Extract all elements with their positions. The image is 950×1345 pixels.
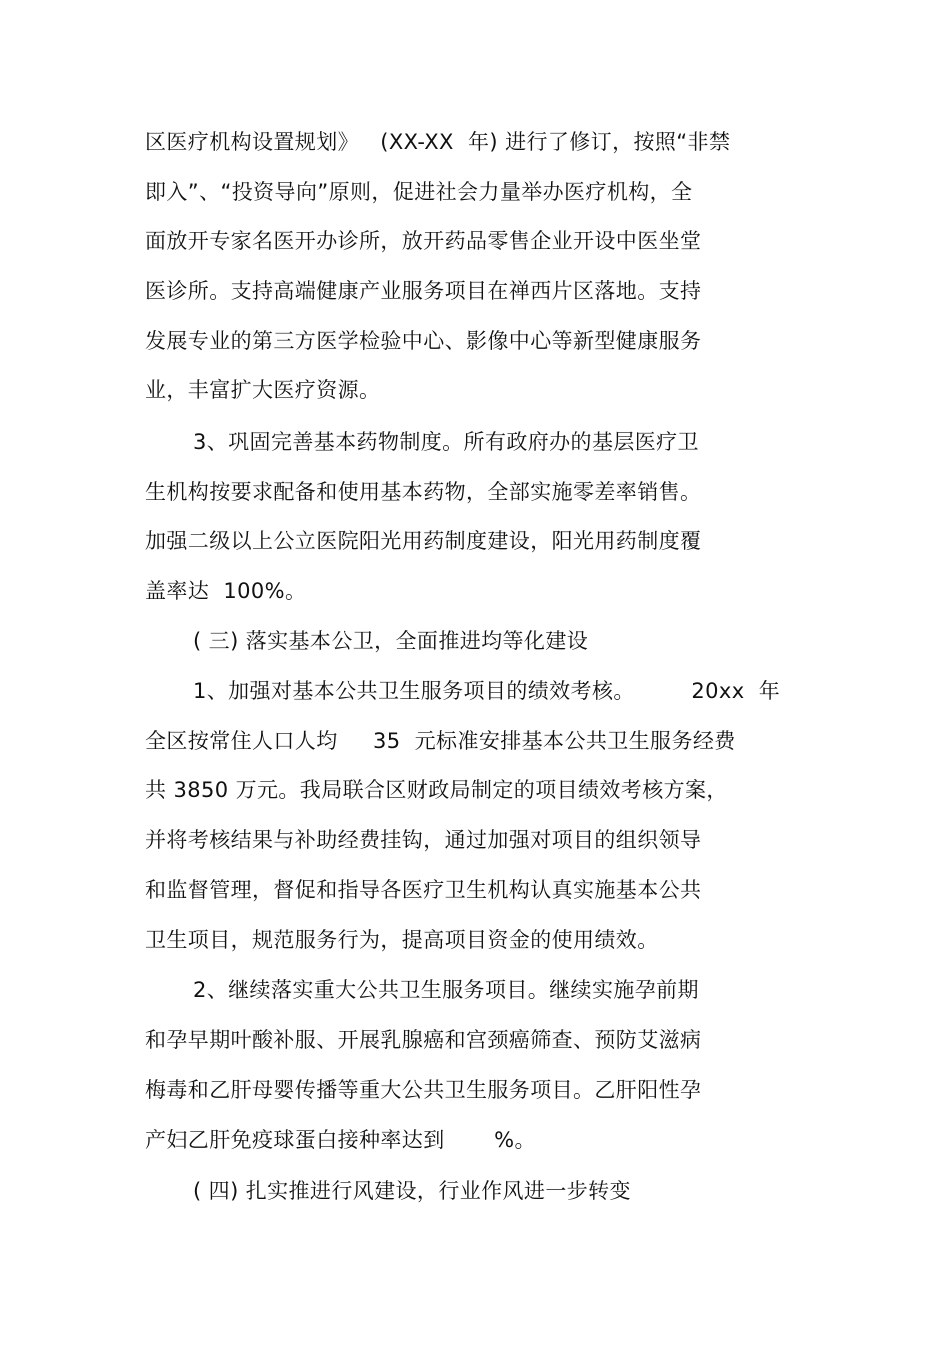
text-line: 和监督管理，督促和指导各医疗卫生机构认真实施基本公共: [145, 878, 702, 902]
text-line: 2、继续落实重大公共卫生服务项目。继续实施孕前期: [193, 978, 699, 1002]
text-line: 共 3850 万元。我局联合区财政局制定的项目绩效考核方案，: [145, 778, 728, 802]
section-heading: ( 四) 扎实推进行风建设，行业作风进一步转变: [193, 1179, 631, 1203]
text-line: 即入”、“投资导向”原则，促进社会力量举办医疗机构，全: [145, 180, 693, 204]
text-line: 梅毒和乙肝母婴传播等重大公共卫生服务项目。乙肝阳性孕: [145, 1078, 702, 1102]
text-line: 产妇乙肝免疫球蛋白接种率达到 %。: [145, 1128, 536, 1152]
section-heading: ( 三) 落实基本公卫，全面推进均等化建设: [193, 629, 589, 653]
text-line: 和孕早期叶酸补服、开展乳腺癌和宫颈癌筛查、预防艾滋病: [145, 1028, 702, 1052]
text-line: 卫生项目，规范服务行为，提高项目资金的使用绩效。: [145, 928, 659, 952]
text-line: 面放开专家名医开办诊所，放开药品零售企业开设中医坐堂: [145, 229, 702, 253]
text-line: 3、巩固完善基本药物制度。所有政府办的基层医疗卫: [193, 430, 699, 454]
text-line: 1、加强对基本公共卫生服务项目的绩效考核。 20xx 年: [193, 679, 781, 703]
text-line: 区医疗机构设置规划》 (XX-XX 年) 进行了修订，按照“非禁: [145, 130, 731, 154]
text-line: 业，丰富扩大医疗资源。: [145, 378, 381, 402]
text-line: 盖率达 100%。: [145, 579, 307, 603]
text-line: 并将考核结果与补助经费挂钩，通过加强对项目的组织领导: [145, 828, 702, 852]
text-line: 加强二级以上公立医院阳光用药制度建设，阳光用药制度覆: [145, 529, 702, 553]
text-line: 全区按常住人口人均 35 元标准安排基本公共卫生服务经费: [145, 729, 736, 753]
text-line: 医诊所。支持高端健康产业服务项目在禅西片区落地。支持: [145, 279, 702, 303]
text-line: 生机构按要求配备和使用基本药物，全部实施零差率销售。: [145, 480, 702, 504]
text-line: 发展专业的第三方医学检验中心、影像中心等新型健康服务: [145, 329, 702, 353]
